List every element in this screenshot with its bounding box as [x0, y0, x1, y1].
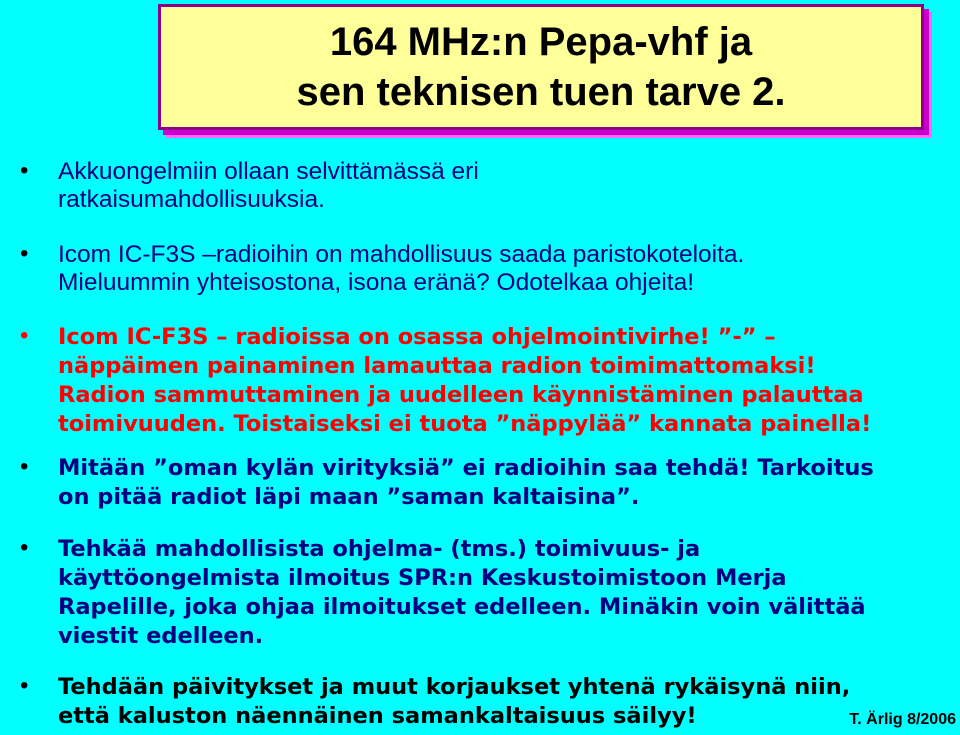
- title-line-1: 164 MHz:n Pepa-vhf ja: [329, 20, 753, 64]
- bullet-line: • Akkuongelmiin ollaan selvittämässä eri: [58, 158, 479, 185]
- bullet-line: • Icom IC-F3S – radioissa on osassa ohjelmointivirhe! ”-” –: [58, 324, 776, 350]
- bullet-item-report-problems: [58, 535, 938, 651]
- bullet-line: viestit edelleen.: [58, 623, 264, 649]
- bullet-item-no-tuning: [58, 454, 938, 512]
- bullet-line: • Mitään ”oman kylän virityksiä” ei radioihin saa tehdä! Tarkoitus: [58, 455, 874, 481]
- bullet-item-battery-cases: [58, 241, 938, 297]
- bullet-item-programming-bug: [58, 323, 938, 439]
- bullet-item-battery: [58, 158, 938, 214]
- bullet-line: toimivuuden. Toistaiseksi ei tuota ”näppylää” kannata painella!: [58, 411, 872, 437]
- bullet-line: • Icom IC-F3S –radioihin on mahdollisuus saada paristokoteloita.: [58, 241, 745, 268]
- bullet-line: käyttöongelmista ilmoitus SPR:n Keskustoimistoon Merja: [58, 565, 787, 591]
- bullet-line: on pitää radiot läpi maan ”saman kaltaisina”.: [58, 484, 640, 510]
- author-credit: T. Ärlig 8/2006: [849, 711, 956, 728]
- bullet-line: Radion sammuttaminen ja uudelleen käynnistäminen palauttaa: [58, 382, 864, 408]
- bullet-line: Rapelille, joka ohjaa ilmoitukset edelleen. Minäkin voin välittää: [58, 594, 866, 620]
- bullet-line: • Tehkää mahdollisista ohjelma- (tms.) toimivuus- ja: [58, 536, 701, 562]
- bullet-line: Mieluummin yhteisostona, isona eränä? Odotelkaa ohjeita!: [58, 269, 695, 296]
- bullet-line: ratkaisumahdollisuuksia.: [58, 186, 325, 213]
- bullet-line: näppäimen painaminen lamauttaa radion toimimattomaksi!: [58, 353, 816, 379]
- bullet-item-updates: [58, 673, 938, 731]
- bullet-line: • Tehdään päivitykset ja muut korjaukset yhtenä rykäisynä niin,: [58, 674, 851, 700]
- bullet-line: että kaluston näennäinen samankaltaisuus säilyy!: [58, 703, 697, 729]
- title-line-2: sen teknisen tuen tarve 2.: [296, 70, 786, 114]
